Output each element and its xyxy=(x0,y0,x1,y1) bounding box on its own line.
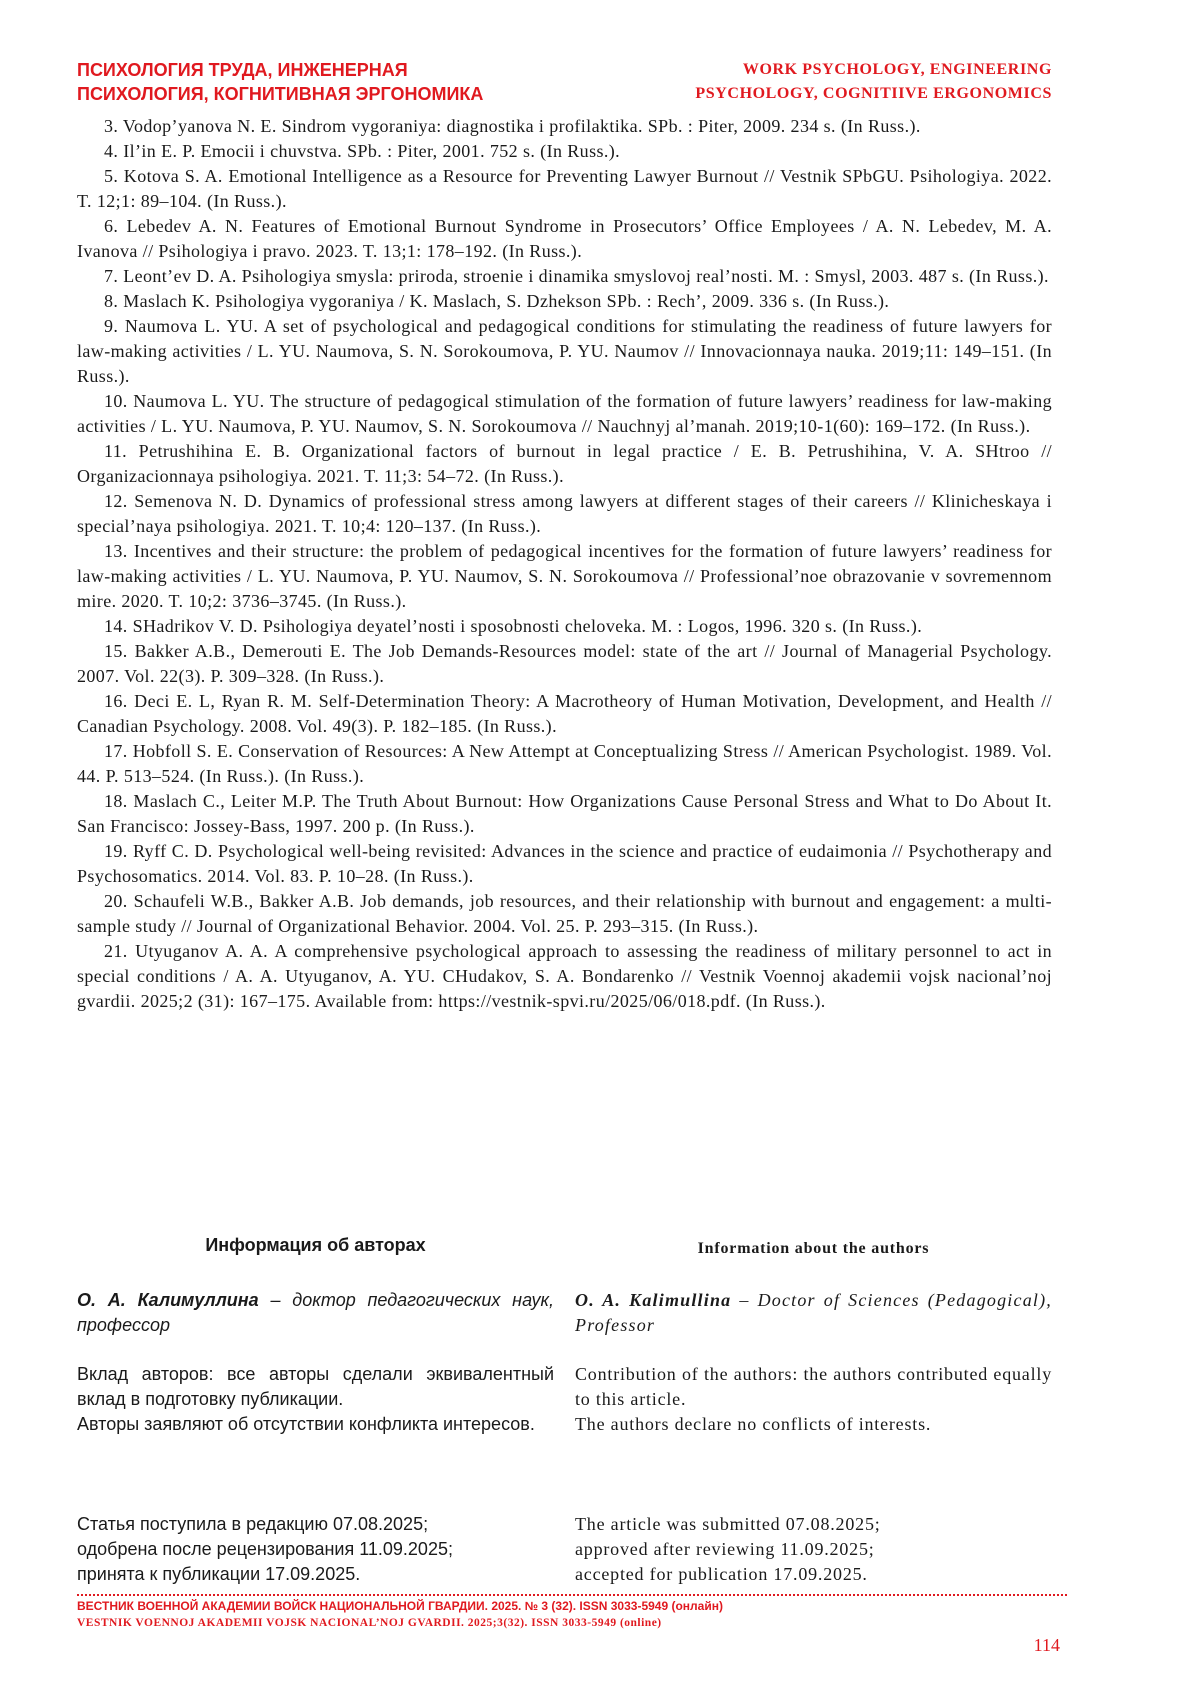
authors-info-title-ru: Информация об авторах xyxy=(205,1235,426,1255)
journal-footer-ru: ВЕСТНИК ВОЕННОЙ АКАДЕМИИ ВОЙСК НАЦИОНАЛЬНОЙ ГВАРДИИ. 2025. № 3 (32). ISSN 3033-5949 (онлайн) xyxy=(77,1599,723,1613)
contribution-text-en: Contribution of the authors: the authors contributed equally to this article. xyxy=(575,1364,1052,1409)
contribution-block-ru xyxy=(77,1362,554,1437)
reference-item: 4. Il’in E. P. Emocii i chuvstva. SPb. : Piter, 2001. 752 s. (In Russ.). xyxy=(104,141,621,161)
article-dates-en xyxy=(575,1512,1052,1587)
reference-item: 19. Ryff C. D. Psychological well-being revisited: Advances in the science and practice of eudaimonia // Psychotherapy and Psychosomatics. 2014. Vol. 83. P. 10–28. (In Russ.). xyxy=(77,841,1052,886)
reference-item: 18. Maslach C., Leiter M.P. The Truth About Burnout: How Organizations Cause Personal Stress and What to Do About It. San Francisco: Jossey-Bass, 1997. 200 p. (In Russ.). xyxy=(77,791,1052,836)
header-en-line-2: PSYCHOLOGY, COGNITIIVE ERGONOMICS xyxy=(695,85,1052,102)
reference-item: 7. Leont’ev D. A. Psihologiya smysla: priroda, stroenie i dinamika smyslovoj real’nosti. M. : Smysl, 2003. 487 s. (In Russ.). xyxy=(104,266,1049,286)
reference-item: 5. Kotova S. A. Emotional Intelligence as a Resource for Preventing Lawyer Burnout // Vestnik SPbGU. Psihologiya. 2022. T. 12;1: 89–104. (In Russ.). xyxy=(77,166,1052,211)
reference-item: 20. Schaufeli W.B., Bakker A.B. Job demands, job resources, and their relationship with burnout and engagement: a multi-sample study // Journal of Organizational Behavior. 2004. Vol. 25. P. 293–315. (In Russ.). xyxy=(77,891,1052,936)
authors-info-title-en: Information about the authors xyxy=(697,1240,930,1257)
article-dates-ru xyxy=(77,1512,554,1587)
contribution-block-en xyxy=(575,1362,1052,1437)
author-name-en: O. A. Kalimullina xyxy=(575,1290,732,1310)
reference-item: 14. SHadrikov V. D. Psihologiya deyatel’nosti i sposobnosti cheloveka. M. : Logos, 1996. 320 s. (In Russ.). xyxy=(104,616,923,636)
header-ru-line-2: ПСИХОЛОГИЯ, КОГНИТИВНАЯ ЭРГОНОМИКА xyxy=(77,84,484,104)
reference-list xyxy=(77,114,1052,1014)
reference-item: 16. Deci E. L, Ryan R. M. Self-Determination Theory: A Macrotheory of Human Motivation, Development, and Health // Canadian Psychology. 2008. Vol. 49(3). P. 182–185. (In Russ.). xyxy=(77,691,1052,736)
approved-date-ru: одобрена после рецензирования 11.09.2025; xyxy=(77,1539,453,1559)
reference-item: 11. Petrushihina E. B. Organizational factors of burnout in legal practice / E. B. Petrushihina, V. A. SHtroo // Organizacionnaya psihologiya. 2021. T. 11;3: 54–72. (In Russ.). xyxy=(77,441,1052,486)
header-en-line-1: WORK PSYCHOLOGY, ENGINEERING xyxy=(742,61,1052,78)
conflicts-text-ru: Авторы заявляют об отсутствии конфликта интересов. xyxy=(77,1414,535,1434)
author-entry-en xyxy=(575,1288,1052,1338)
author-position-ru: – доктор педагогических наук, профессор xyxy=(77,1290,554,1335)
reference-item: 3. Vodop’yanova N. E. Sindrom vygoraniya: diagnostika i profilaktika. SPb. : Piter, 2009. 234 s. (In Russ.). xyxy=(104,116,921,136)
conflicts-text-en: The authors declare no conflicts of interests. xyxy=(575,1414,932,1434)
footer-divider xyxy=(77,1594,1067,1596)
journal-section-header-en xyxy=(532,58,1052,106)
reference-item: 15. Bakker A.B., Demerouti E. The Job Demands-Resources model: state of the art // Journal of Managerial Psychology. 2007. Vol. 22(3). P. 309–328. (In Russ.). xyxy=(77,641,1052,686)
contribution-text-ru: Вклад авторов: все авторы сделали эквивалентный вклад в подготовку публикации. xyxy=(77,1364,554,1409)
reference-item: 8. Maslach K. Psihologiya vygoraniya / K. Maslach, S. Dzhekson SPb. : Rech’, 2009. 336 s. (In Russ.). xyxy=(104,291,890,311)
submitted-date-ru: Статья поступила в редакцию 07.08.2025; xyxy=(77,1514,429,1534)
journal-footer-en: VESTNIK VOENNOJ AKADEMII VOJSK NACIONAL’NOJ GVARDII. 2025;3(32). ISSN 3033-5949 (online) xyxy=(77,1617,662,1629)
reference-item: 21. Utyuganov A. A. A comprehensive psychological approach to assessing the readiness of military personnel to act in special conditions / A. A. Utyuganov, A. YU. CHudakov, S. A. Bondarenko // Vestnik Voennoj akademii vojsk nacional’noj gvardii. 2025;2 (31): 167–175. Available from: https://vestnik-spvi.ru/2025/06/018.pdf. (In Russ.). xyxy=(77,941,1052,1011)
author-position-en: – Doctor of Sciences (Pedagogical), Professor xyxy=(575,1290,1052,1335)
author-name-ru: О. А. Калимуллина xyxy=(77,1290,259,1310)
accepted-date-en: accepted for publication 17.09.2025. xyxy=(575,1564,868,1584)
reference-item: 10. Naumova L. YU. The structure of pedagogical stimulation of the formation of future lawyers’ readiness for law-making activities / L. YU. Naumova, P. YU. Naumov, S. N. Sorokoumova // Nauchnyj al’manah. 2019;10-1(60): 169–172. (In Russ.). xyxy=(77,391,1052,436)
author-entry-ru xyxy=(77,1288,554,1338)
approved-date-en: approved after reviewing 11.09.2025; xyxy=(575,1539,875,1559)
reference-item: 6. Lebedev A. N. Features of Emotional Burnout Syndrome in Prosecutors’ Office Employees / A. N. Lebedev, M. A. Ivanova // Psihologiya i pravo. 2023. T. 13;1: 178–192. (In Russ.). xyxy=(77,216,1052,261)
reference-item: 17. Hobfoll S. E. Conservation of Resources: A New Attempt at Conceptualizing Stress // American Psychologist. 1989. Vol. 44. P. 513–524. (In Russ.). (In Russ.). xyxy=(77,741,1052,786)
accepted-date-ru: принята к публикации 17.09.2025. xyxy=(77,1564,361,1584)
header-ru-line-1: ПСИХОЛОГИЯ ТРУДА, ИНЖЕНЕРНАЯ xyxy=(77,60,408,80)
submitted-date-en: The article was submitted 07.08.2025; xyxy=(575,1514,881,1534)
reference-item: 9. Naumova L. YU. A set of psychological and pedagogical conditions for stimulating the readiness of future lawyers for law-making activities / L. YU. Naumova, S. N. Sorokoumova, P. YU. Naumov // Innovacionnaya nauka. 2019;11: 149–151. (In Russ.). xyxy=(77,316,1052,386)
page-number: 114 xyxy=(1033,1635,1060,1655)
reference-item: 12. Semenova N. D. Dynamics of professional stress among lawyers at different stages of their careers // Klinicheskaya i special’naya psihologiya. 2021. T. 10;4: 120–137. (In Russ.). xyxy=(77,491,1052,536)
reference-item: 13. Incentives and their structure: the problem of pedagogical incentives for the formation of future lawyers’ readiness for law-making activities / L. YU. Naumova, P. YU. Naumov, S. N. Sorokoumova // Professional’noe obrazovanie v sovremennom mire. 2020. T. 10;2: 3736–3745. (In Russ.). xyxy=(77,541,1052,611)
journal-section-header-ru xyxy=(77,58,597,106)
